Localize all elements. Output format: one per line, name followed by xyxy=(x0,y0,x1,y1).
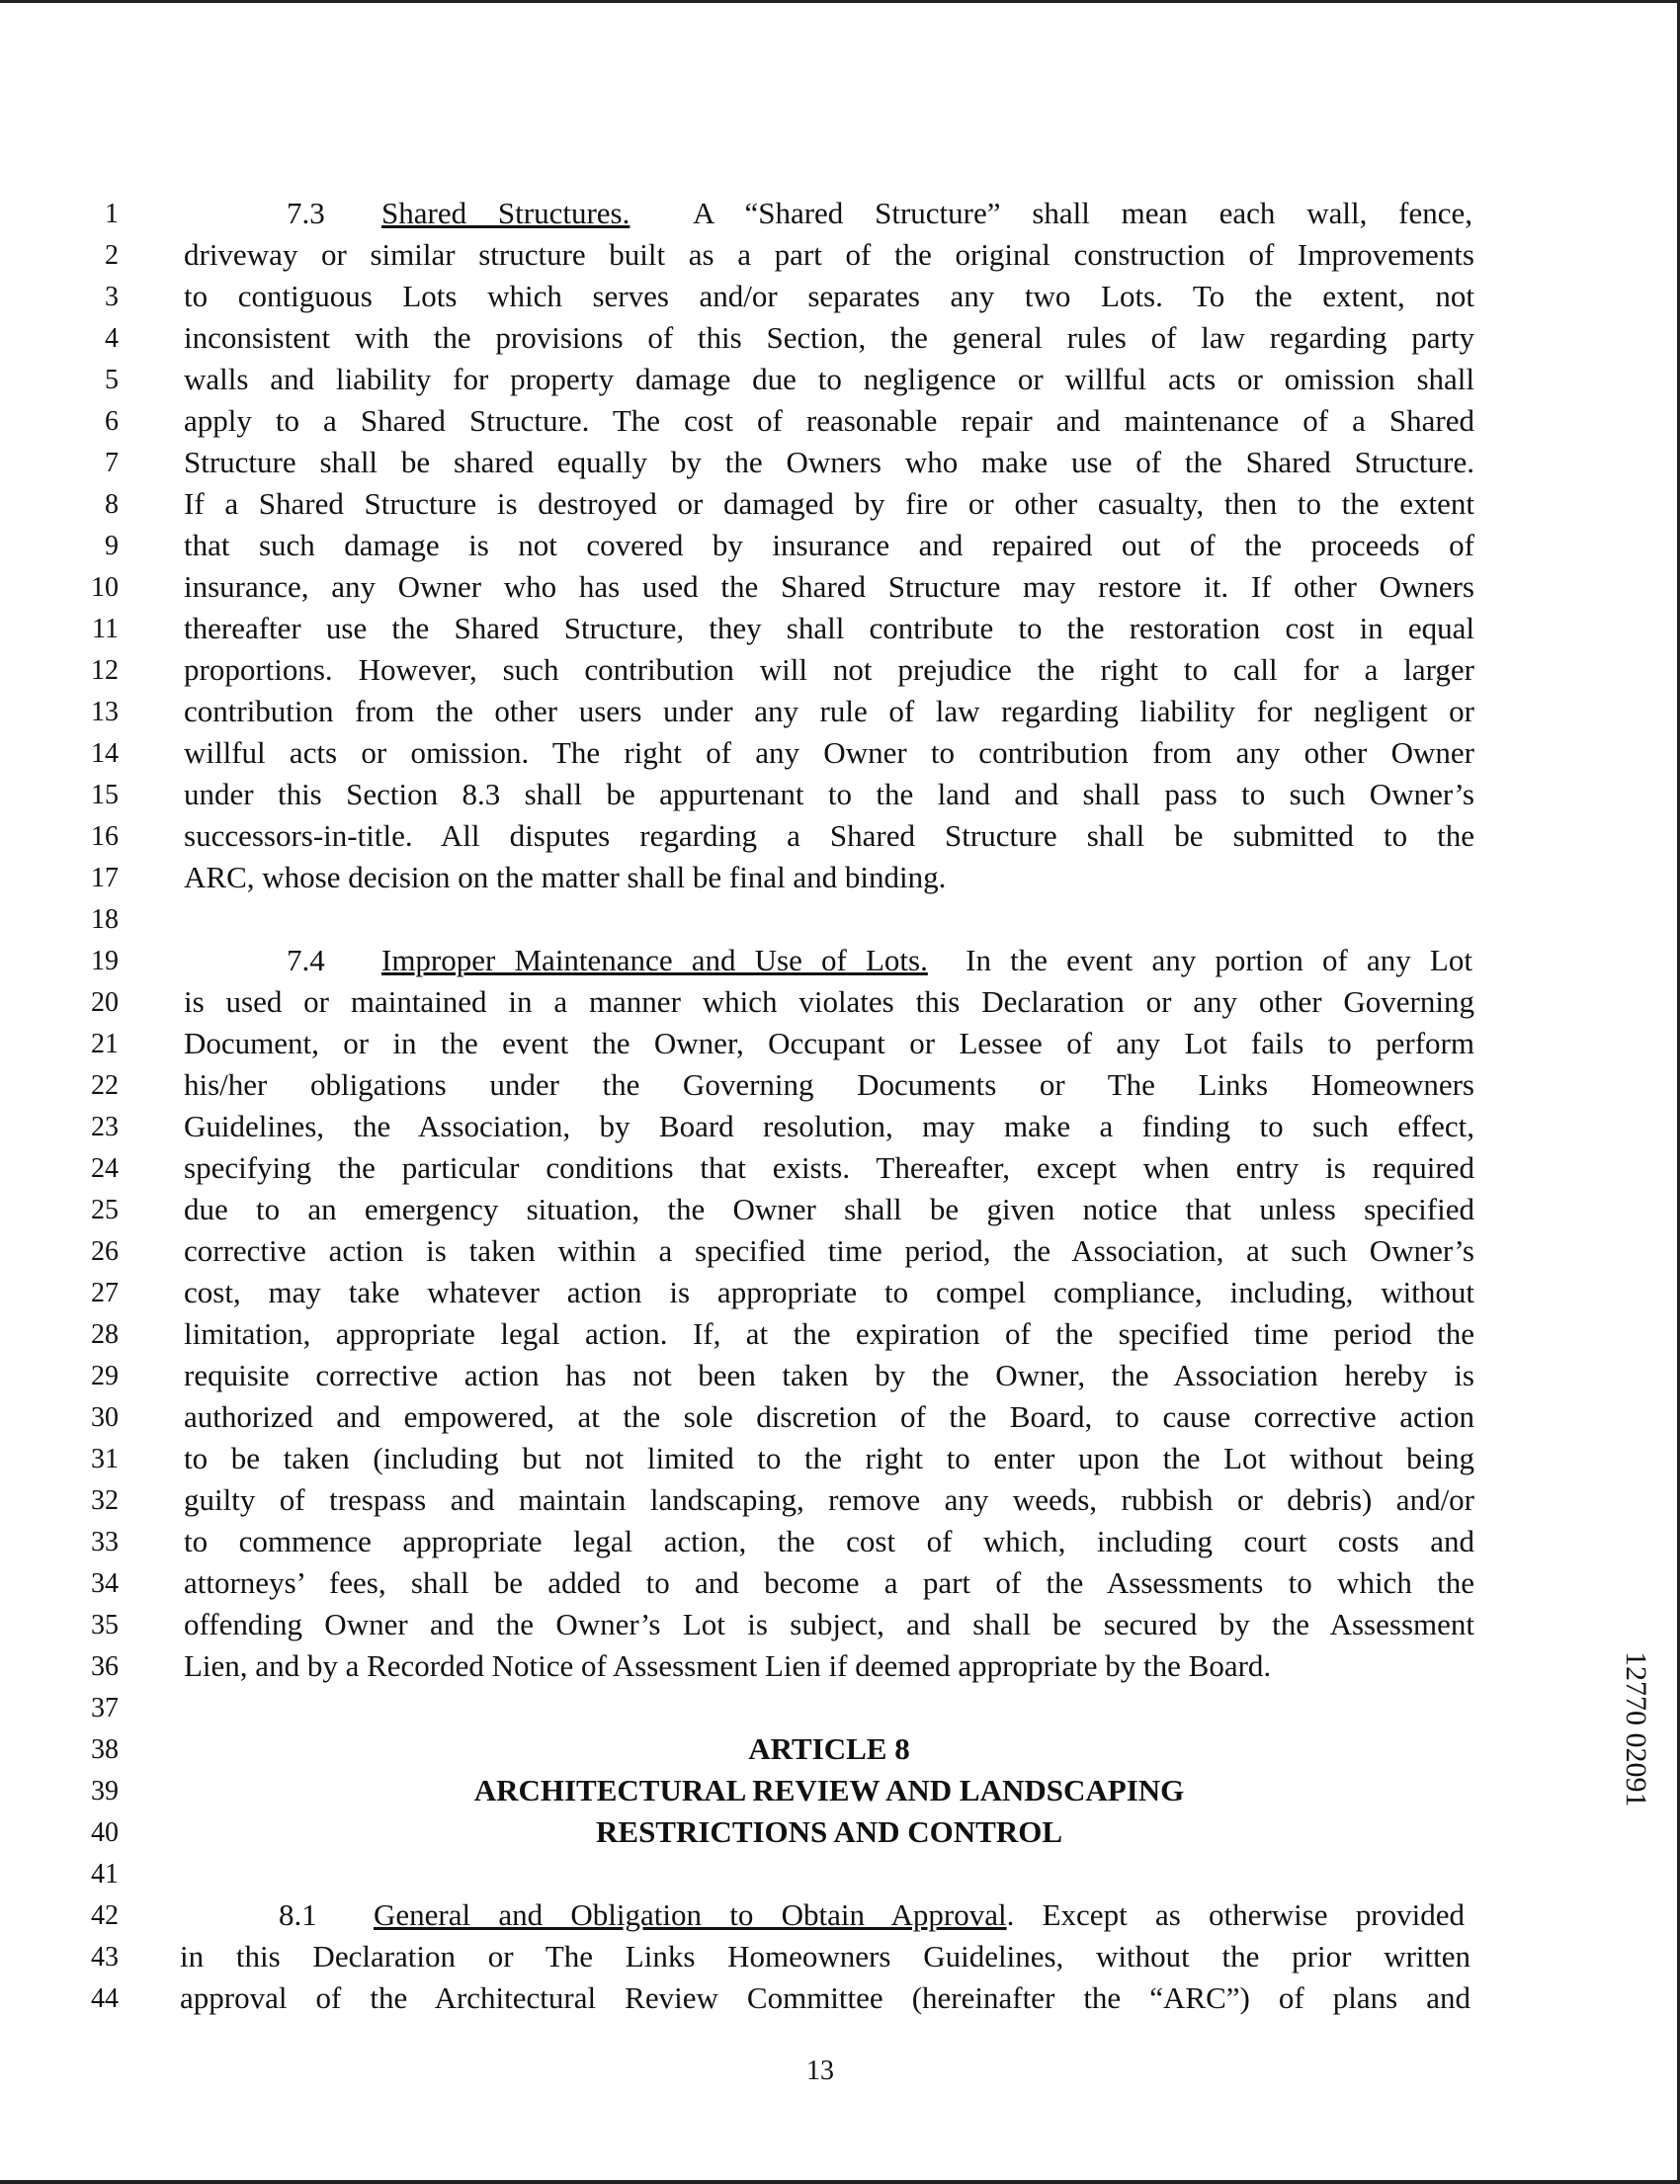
line-number: 34 xyxy=(91,1568,119,1599)
line-number: 9 xyxy=(105,531,119,561)
text-line: under this Section 8.3 shall be appurtenant to the land and shall pass to such Owner’s xyxy=(184,777,1474,811)
text-line: willful acts or omission. The right of any Owner to contribution from any other Owner xyxy=(184,735,1474,770)
section-title: Shared Structures. xyxy=(381,196,630,230)
line-number: 44 xyxy=(91,1983,119,2014)
line-number: 39 xyxy=(91,1776,119,1806)
line-number: 24 xyxy=(91,1153,119,1184)
text-line: that such damage is not covered by insurance and repaired out of the proceeds of xyxy=(184,528,1474,562)
line-number: 7 xyxy=(105,448,119,478)
text-line: Guidelines, the Association, by Board resolution, may make a finding to such effect, xyxy=(184,1109,1474,1143)
line-number: 33 xyxy=(91,1527,119,1557)
page-number: 13 xyxy=(806,2056,834,2086)
text-line: corrective action is taken within a specified time period, the Association, at such Owner’s xyxy=(184,1233,1474,1268)
text-line: his/her obligations under the Governing Documents or The Links Homeowners xyxy=(184,1067,1474,1102)
section-first-line xyxy=(287,944,1472,977)
line-number: 18 xyxy=(91,904,119,935)
text-line: limitation, appropriate legal action. If, at the expiration of the specified time period the xyxy=(184,1316,1474,1351)
text-line: Structure shall be shared equally by the Owners who make use of the Shared Structure. xyxy=(184,445,1474,479)
section-title: Improper Maintenance and Use of Lots. xyxy=(381,943,928,977)
text-line: requisite corrective action has not been taken by the Owner, the Association hereby is xyxy=(184,1358,1474,1392)
line-number: 42 xyxy=(91,1900,119,1931)
line-number: 12 xyxy=(91,655,119,686)
text-line: to commence appropriate legal action, the cost of which, including court costs and xyxy=(184,1524,1474,1558)
section-title: General and Obligation to Obtain Approval xyxy=(374,1897,1007,1932)
article-title: ARCHITECTURAL REVIEW AND LANDSCAPING xyxy=(473,1773,1185,1807)
line-number: 30 xyxy=(91,1402,119,1433)
line-number: 14 xyxy=(91,738,119,769)
text-line: proportions. However, such contribution will not prejudice the right to call for a larger xyxy=(184,652,1474,687)
text-line: attorneys’ fees, shall be added to and become a part of the Assessments to which the xyxy=(184,1565,1474,1600)
section-number: 8.1 xyxy=(279,1897,317,1932)
line-number: 32 xyxy=(91,1485,119,1516)
line-number: 5 xyxy=(105,365,119,395)
section-number: 7.4 xyxy=(287,943,325,977)
line-number: 19 xyxy=(91,946,119,976)
line-number: 27 xyxy=(91,1278,119,1308)
section-first-line xyxy=(287,197,1472,230)
text-line: successors-in-title. All disputes regarding a Shared Structure shall be submitted to the xyxy=(184,818,1474,853)
line-number: 20 xyxy=(91,987,119,1018)
line-number: 43 xyxy=(91,1942,119,1973)
line-number: 26 xyxy=(91,1236,119,1267)
text-line: approval of the Architectural Review Committee (hereinafter the “ARC”) of plans and xyxy=(180,1980,1470,2015)
line-number: 37 xyxy=(91,1693,119,1723)
line-number: 31 xyxy=(91,1444,119,1474)
line-number: 13 xyxy=(91,697,119,727)
text-line: to contiguous Lots which serves and/or separates any two Lots. To the extent, not xyxy=(184,279,1474,313)
line-number: 40 xyxy=(91,1817,119,1848)
article-number: ARTICLE 8 xyxy=(748,1731,910,1766)
text-line: Document, or in the event the Owner, Occupant or Lessee of any Lot fails to perform xyxy=(184,1026,1474,1060)
text-line: offending Owner and the Owner’s Lot is subject, and shall be secured by the Assessment xyxy=(184,1607,1474,1641)
line-number: 23 xyxy=(91,1112,119,1142)
text-line: insurance, any Owner who has used the Shared Structure may restore it. If other Owners xyxy=(184,569,1474,604)
line-number: 38 xyxy=(91,1734,119,1765)
text-line: Lien, and by a Recorded Notice of Assessment Lien if deemed appropriate by the Board. xyxy=(184,1648,1272,1683)
text-line: apply to a Shared Structure. The cost of reasonable repair and maintenance of a Shared xyxy=(184,403,1474,438)
line-number: 11 xyxy=(92,614,119,644)
text-line: inconsistent with the provisions of this Section, the general rules of law regarding party xyxy=(184,320,1474,355)
text-line: ARC, whose decision on the matter shall be final and binding. xyxy=(184,860,947,894)
text-line: cost, may take whatever action is appropriate to compel compliance, including, without xyxy=(184,1275,1474,1309)
section-text: In the event any portion of any Lot xyxy=(966,943,1472,977)
text-line: is used or maintained in a manner which violates this Declaration or any other Governing xyxy=(184,984,1474,1019)
article-subtitle: RESTRICTIONS AND CONTROL xyxy=(596,1814,1062,1849)
text-line: If a Shared Structure is destroyed or damaged by fire or other casualty, then to the extent xyxy=(184,486,1474,521)
line-number: 6 xyxy=(105,406,119,437)
text-line: to be taken (including but not limited to the right to enter upon the Lot without being xyxy=(184,1441,1474,1475)
section-first-line xyxy=(279,1898,1465,1932)
text-line: walls and liability for property damage due to negligence or willful acts or omission shall xyxy=(184,362,1474,396)
text-line: due to an emergency situation, the Owner shall be given notice that unless specified xyxy=(184,1192,1474,1226)
section-number: 7.3 xyxy=(287,196,325,230)
scan-border-top xyxy=(0,0,1680,3)
line-number: 16 xyxy=(91,821,119,852)
line-number: 36 xyxy=(91,1651,119,1682)
section-text: . Except as otherwise provided xyxy=(1006,1897,1465,1932)
recording-stamp: 12770 02091 xyxy=(1620,1651,1652,1807)
text-line: contribution from the other users under any rule of law regarding liability for negligent or xyxy=(184,694,1474,728)
line-number: 1 xyxy=(105,199,119,229)
text-line: specifying the particular conditions that exists. Thereafter, except when entry is required xyxy=(184,1150,1474,1185)
section-text: A “Shared Structure” shall mean each wall, fence, xyxy=(692,196,1472,230)
line-number: 25 xyxy=(91,1195,119,1225)
line-number: 17 xyxy=(91,863,119,893)
line-number: 21 xyxy=(91,1029,119,1059)
text-line: in this Declaration or The Links Homeowners Guidelines, without the prior written xyxy=(180,1939,1470,1974)
line-number: 3 xyxy=(105,282,119,312)
line-number: 10 xyxy=(91,572,119,603)
text-line: guilty of trespass and maintain landscaping, remove any weeds, rubbish or debris) and/or xyxy=(184,1482,1474,1517)
text-line: thereafter use the Shared Structure, they shall contribute to the restoration cost in equal xyxy=(184,611,1474,645)
line-number: 4 xyxy=(105,323,119,354)
text-line: authorized and empowered, at the sole discretion of the Board, to cause corrective action xyxy=(184,1399,1474,1434)
line-number: 22 xyxy=(91,1070,119,1101)
scan-border-bottom xyxy=(0,2180,1680,2184)
line-number: 15 xyxy=(91,780,119,810)
line-number: 8 xyxy=(105,489,119,520)
line-number: 28 xyxy=(91,1319,119,1350)
line-number: 2 xyxy=(105,240,119,271)
text-line: driveway or similar structure built as a part of the original construction of Improvements xyxy=(184,237,1474,272)
line-number: 41 xyxy=(91,1859,119,1890)
line-number: 29 xyxy=(91,1361,119,1391)
line-number: 35 xyxy=(91,1610,119,1640)
